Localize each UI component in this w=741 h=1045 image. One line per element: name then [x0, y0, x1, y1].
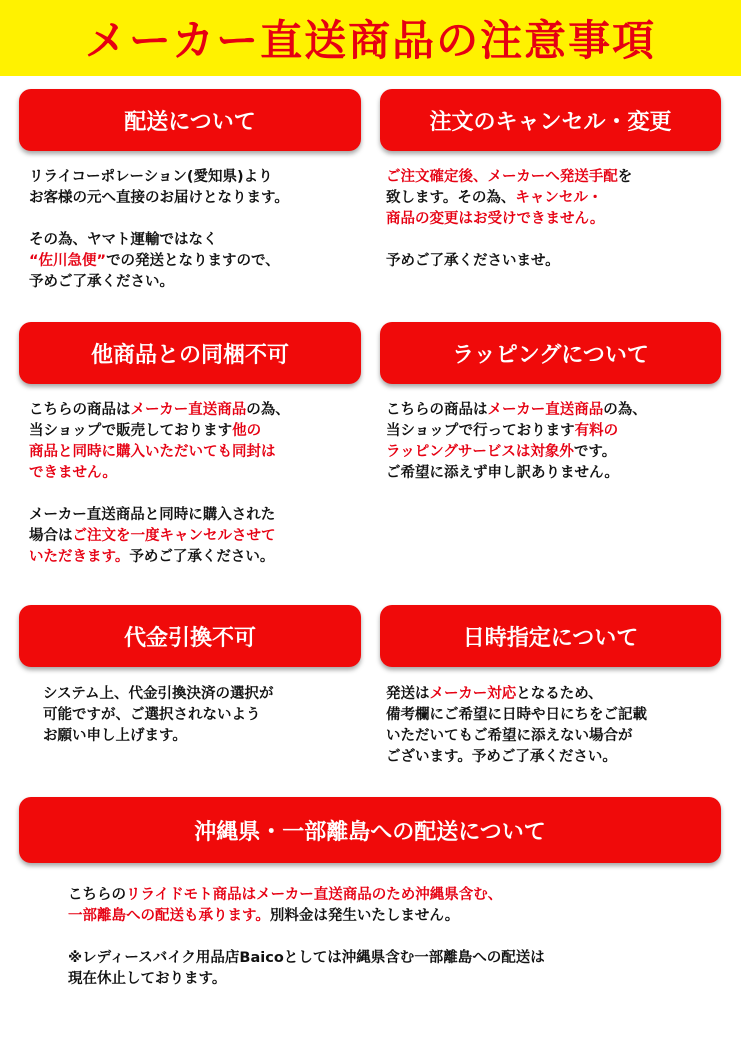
- text-line: [29, 272, 361, 293]
- text-line: [29, 188, 361, 209]
- body-text: 場合は: [29, 528, 73, 544]
- body-text: リライコーポレーション(愛知県)より: [29, 169, 273, 185]
- body-text: 発送は: [386, 686, 430, 702]
- body-text: いただいてもご希望に添えない場合が: [386, 728, 633, 744]
- section-body-datetime: [386, 684, 721, 768]
- body-text: メーカー直送商品と同時に購入された: [29, 507, 276, 523]
- section-body-wrapping: [386, 400, 721, 484]
- section-header-cod: [19, 605, 361, 667]
- section-heading: ラッピングについて: [452, 342, 649, 368]
- highlight-text: リライドモト商品はメーカー直送商品のため沖縄県含む、: [126, 887, 503, 903]
- text-line: [68, 969, 718, 990]
- body-text: 当ショップで販売しております: [29, 423, 233, 439]
- text-line: [386, 705, 721, 726]
- text-line: [43, 684, 361, 705]
- body-text: 予めご了承くださいませ。: [386, 253, 560, 269]
- body-text: ございます。予めご了承ください。: [386, 749, 617, 765]
- body-text: 現在休止しております。: [68, 971, 227, 987]
- section-header-bundle: [19, 322, 361, 384]
- highlight-text: できません。: [29, 465, 117, 481]
- text-line: [29, 421, 361, 442]
- body-text: こちらの商品は: [386, 402, 488, 418]
- body-text: ご希望に添えず申し訳ありません。: [386, 465, 619, 481]
- highlight-text: “佐川急便”: [29, 253, 107, 269]
- highlight-text: ご注文を一度キャンセルさせて: [72, 528, 276, 544]
- text-line: [29, 167, 361, 188]
- page-title: メーカー直送商品の注意事項: [84, 16, 657, 65]
- section-heading: 代金引換不可: [123, 625, 256, 651]
- body-text: こちらの商品は: [29, 402, 131, 418]
- body-text: となるため、: [516, 686, 603, 702]
- section-heading: 日時指定について: [462, 625, 639, 651]
- text-line: [386, 442, 721, 463]
- text-line: [68, 906, 718, 927]
- highlight-text: 有料の: [574, 423, 619, 439]
- section-header-wrapping: [380, 322, 721, 384]
- body-text: その為、ヤマト運輸ではなく: [29, 232, 218, 248]
- paragraph-gap: [29, 484, 361, 505]
- text-line: [386, 747, 721, 768]
- text-line: [68, 885, 718, 906]
- body-text: 当ショップで行っております: [386, 423, 575, 439]
- body-text: での発送となりますので、: [106, 253, 280, 269]
- text-line: [29, 400, 361, 421]
- section-header-datetime: [380, 605, 721, 667]
- body-text: 可能ですが、ご選択されないよう: [43, 707, 261, 723]
- text-line: [68, 948, 718, 969]
- section-body-bundle: [29, 400, 361, 568]
- section-heading: 沖縄県・一部離島への配送について: [194, 819, 546, 845]
- highlight-text: ラッピングサービスは対象外: [386, 444, 574, 460]
- highlight-text: 商品と同時に購入いただいても同封は: [29, 444, 276, 460]
- text-line: [29, 251, 361, 272]
- text-line: [29, 547, 361, 568]
- section-body-okinawa: [68, 885, 718, 990]
- text-line: [29, 442, 361, 463]
- section-heading: 配送について: [124, 109, 256, 135]
- body-text: 別料金は発生いたしません。: [269, 908, 460, 924]
- highlight-text: メーカー直送商品: [130, 402, 247, 418]
- section-heading: 注文のキャンセル・変更: [429, 109, 672, 135]
- body-text: を: [617, 169, 633, 185]
- text-line: [386, 251, 721, 272]
- paragraph-gap: [29, 209, 361, 230]
- text-line: [43, 705, 361, 726]
- highlight-text: ご注文確定後、メーカーへ発送手配: [386, 169, 618, 185]
- text-line: [386, 726, 721, 747]
- highlight-text: メーカー対応: [429, 686, 517, 702]
- body-text: の為、: [603, 402, 647, 418]
- text-line: [29, 230, 361, 251]
- text-line: [386, 400, 721, 421]
- body-text: ※レディースバイク用品店Baicoとしては沖縄県含む一部離島への配送は: [68, 950, 545, 966]
- title-banner: [0, 0, 741, 76]
- highlight-text: 他の: [232, 423, 262, 439]
- text-line: [43, 726, 361, 747]
- paragraph-gap: [68, 927, 718, 948]
- section-body-cancel: [386, 167, 721, 272]
- body-text: お客様の元へ直接のお届けとなります。: [29, 190, 289, 206]
- section-header-okinawa: [19, 797, 721, 863]
- body-text: お願い申し上げます。: [43, 728, 187, 744]
- text-line: [29, 505, 361, 526]
- paragraph-gap: [386, 230, 721, 251]
- text-line: [386, 188, 721, 209]
- section-header-delivery: [19, 89, 361, 151]
- text-line: [29, 526, 361, 547]
- section-body-delivery: [29, 167, 361, 293]
- highlight-text: 一部離島への配送も承ります。: [68, 908, 270, 924]
- highlight-text: 商品の変更はお受けできません。: [386, 211, 605, 227]
- body-text: の為、: [246, 402, 290, 418]
- text-line: [386, 167, 721, 188]
- text-line: [386, 684, 721, 705]
- text-line: [386, 209, 721, 230]
- body-text: システム上、代金引換決済の選択が: [43, 686, 274, 702]
- body-text: 備考欄にご希望に日時や日にちをご記載: [386, 707, 647, 723]
- body-text: 予めご了承ください。: [29, 274, 174, 290]
- section-body-cod: [43, 684, 361, 747]
- highlight-text: キャンセル・: [515, 190, 603, 206]
- text-line: [386, 421, 721, 442]
- highlight-text: いただきます。: [29, 549, 130, 565]
- section-heading: 他商品との同梱不可: [90, 342, 289, 368]
- body-text: こちらの: [68, 887, 126, 903]
- section-header-cancel: [380, 89, 721, 151]
- highlight-text: メーカー直送商品: [487, 402, 604, 418]
- body-text: です。: [573, 444, 617, 460]
- body-text: 致します。その為、: [386, 190, 516, 206]
- text-line: [386, 463, 721, 484]
- body-text: 予めご了承ください。: [129, 549, 275, 565]
- text-line: [29, 463, 361, 484]
